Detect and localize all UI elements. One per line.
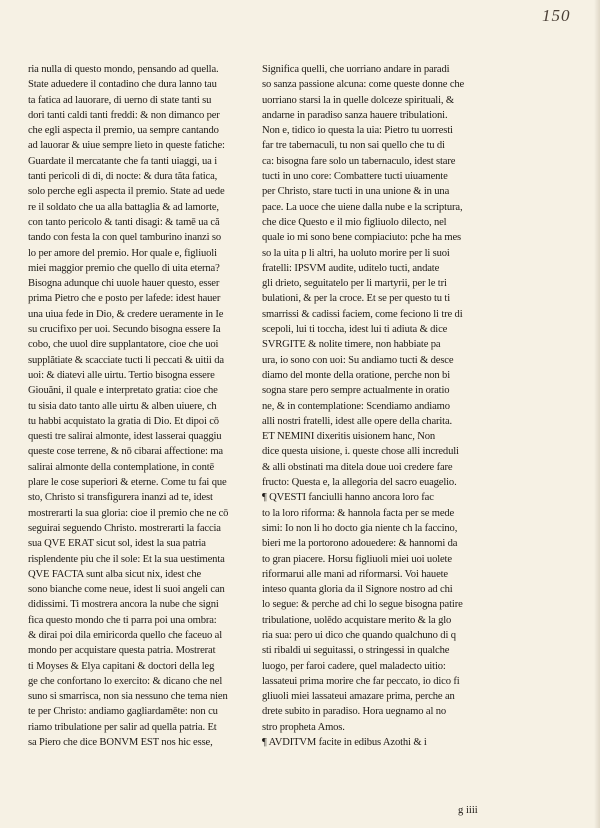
text-line: su crucifixo per uoi. Secundo bisogna essere Ia xyxy=(28,324,221,336)
text-line: ¶ AVDITVM facite in edibus Azothi & i xyxy=(262,737,427,749)
text-line: una uiua fede in Dio, & credere ueramente in Ie xyxy=(28,308,224,320)
text-line: fratelli: IPSVM audite, uditelo tucti, andate xyxy=(262,262,440,274)
text-line: QVE FACTA sunt alba sicut nix, idest che xyxy=(28,568,202,580)
text-line: sa Piero che dice BONVM EST nos hic esse, xyxy=(28,737,213,749)
text-line: ti Moyses & Elya capitani & doctori della leg xyxy=(28,660,215,672)
text-line: prima Pietro che e posto per lafede: idest hauer xyxy=(28,293,221,305)
text-line: riamo tribulatione per salir ad quella patria. Et xyxy=(28,721,217,733)
signature-mark: g iiii xyxy=(458,805,478,816)
text-line: suno si smarrisca, non sia nessuno che tema nien xyxy=(28,691,228,703)
text-line: SVRGITE & nolite timere, non habbiate pa xyxy=(262,339,441,351)
text-line: Significa quelli, che uorriano andare in paradi xyxy=(262,64,450,75)
text-line: alli nostri fratelli, idest alle opere della charita. xyxy=(262,415,453,427)
text-line: cobo, che uuol dire supplantatore, cioe che uoi xyxy=(28,339,219,351)
text-line: tanti pericoli di di, di nocte: & dura tăta fatica, xyxy=(28,171,218,183)
text-line: so la uita p li altri, ha uoluto morire per li suoi xyxy=(262,247,450,259)
text-line: che egli aspecta il premio, ua sempre cantando xyxy=(28,125,219,137)
folio-number: 150 xyxy=(542,6,571,25)
text-line: plare le cose superiori & eterne. Come tu fai que xyxy=(28,477,227,489)
right-text-column xyxy=(262,62,498,750)
text-line: ¶ QVESTI fanciulli hanno ancora loro fac xyxy=(262,492,434,504)
text-line: diamo del monte della oratione, perche non bi xyxy=(262,369,450,381)
text-line: simi: Io non li ho docto gia niente ch la faccino, xyxy=(262,522,458,534)
text-line: so sanza passione alcuna: come queste donne che xyxy=(262,79,465,91)
text-line: bulationi, & per la croce. Et se per questo tu ti xyxy=(262,293,450,305)
text-line: ne, & in contemplatione: Scendiamo andiamo xyxy=(262,400,450,412)
text-line: Guardate il mercatante che fa tanti uiaggi, ua i xyxy=(28,155,217,167)
text-line: sono bianche come neue, idest li suoi angeli can xyxy=(28,584,225,596)
text-line: riformarui alle mani ad riformarsi. Voi hauete xyxy=(262,568,448,580)
text-line: luogo, per faroi cadere, quel maladecto uitio: xyxy=(262,660,446,672)
text-line: far tre tabernaculi, tu non sai quello che tu di xyxy=(262,140,445,152)
text-line: ad lauorar & uiue sempre lieto in queste fatiche: xyxy=(28,140,225,152)
text-line: dice questa uisione, i. queste chose alli increduli xyxy=(262,446,459,458)
text-line: pace. La uoce che uiene dalla nube e la scriptura, xyxy=(262,201,463,213)
text-line: risplendente piu che il sole: Et la sua uestimenta xyxy=(28,553,225,565)
text-line: sti ribaldi ui seguitassi, o stringessi in qualche xyxy=(262,645,450,657)
text-line: uoi: & diatevi alle uirtu. Tertio bisogna essere xyxy=(28,369,215,381)
text-line: questi tre salirai almonte, idest lasserai quaggiu xyxy=(28,431,222,443)
text-line: per Christo, stare tucti in una unione & in una xyxy=(262,186,450,198)
text-line: quale io mi sono bene compiaciuto: pche ha mes xyxy=(262,232,462,244)
text-line: miei maggior premio che quello di uita eterna? xyxy=(28,262,220,274)
text-line: & dirai poi dila emiricorda quello che faceuo al xyxy=(28,629,222,641)
text-line: lo segue: & perche ad chi lo segue bisogna patire xyxy=(262,599,463,611)
text-line: con tanto pericolo & tanti disagi: & tamē ua că xyxy=(28,216,220,228)
text-line: bieri me la portorono adouedere: & hannomi da xyxy=(262,538,458,550)
left-text-column xyxy=(28,62,262,750)
text-line: & alli obstinati ma ditela doue uoi credere fare xyxy=(262,461,453,473)
text-line: ria sua: pero ui dico che quando qualchuno di q xyxy=(262,629,456,641)
text-line: mostrerarti la sua gloria: cioe il premio che ne cō xyxy=(28,507,229,519)
text-line: fica questo mondo che ti parra poi una ombra: xyxy=(28,614,217,626)
text-line: ta fatica ad lauorare, di uerno di state tanti su xyxy=(28,94,212,106)
text-line: supplătiate & scacciate tucti li peccati & uitii da xyxy=(28,354,224,366)
text-line: seguirai seguendo Christo. mostrerarti la faccia xyxy=(28,522,221,534)
text-line: uorriano starsi la in quelle dolceze spirituali, & xyxy=(262,94,454,106)
text-line: sto, Christo si transfigurera inanzi ad te, idest xyxy=(28,492,213,504)
text-line: drete subito in paradiso. Hora uegnamo al no xyxy=(262,706,447,718)
text-line: Bisogna adunque chi uuole hauer questo, esser xyxy=(28,278,220,290)
text-line: tucti in uno core: Combattere tucti uiuamente xyxy=(262,171,448,183)
text-line: sua QVE ERAT sicut sol, idest la sua patria xyxy=(28,538,206,550)
text-line: lassateui prima morire che far peccato, io dico fi xyxy=(262,675,460,687)
text-line: Giouăni, il quale e interpretato gratia: cioe che xyxy=(28,385,218,397)
text-line: ria nulla di questo mondo, pensando ad quella. xyxy=(28,64,219,75)
text-line: ET NEMINI dixeritis uisionem hanc, Non xyxy=(262,431,435,443)
text-line: tribulatione, uolēdo acquistare merito & la glo xyxy=(262,614,452,626)
text-line: to la loro riforma: & hannola facta per se mede xyxy=(262,507,455,519)
text-line: andarne in paradiso sanza hauere tribulationi. xyxy=(262,109,448,121)
text-line: gli drieto, seguitatelo per li martyrii, per le tri xyxy=(262,278,447,290)
text-line: ge che confortano lo exercito: & dicano che nel xyxy=(28,675,223,687)
text-line: re il soldato che ua alla battaglia & ad lamorte, xyxy=(28,201,219,213)
text-line: fructo: Questa e, la allegoria del sacro euagelio. xyxy=(262,477,457,489)
text-line: queste cose terrene, & nō cibarai affectione: ma xyxy=(28,446,223,458)
text-line: tu habbi acquistato la gratia di Dio. Et dipoi cō xyxy=(28,415,219,427)
text-line: Non e, tidico io questa la uia: Pietro tu uorresti xyxy=(262,125,453,137)
text-line: lo per amore del premio. Hor quale e, figliuoli xyxy=(28,247,217,259)
text-line: gliuoli miei lassateui amazare prima, perche an xyxy=(262,691,455,703)
text-line: dori tanti caldi tanti freddi: & non dimanco per xyxy=(28,109,220,121)
page-edge-shadow xyxy=(594,0,600,828)
text-line: stro propheta Amos. xyxy=(262,721,345,733)
text-line: State aduedere il contadino che dura lanno tau xyxy=(28,79,217,91)
text-line: ura, io sono con uoi: Su andiamo tucti & desce xyxy=(262,354,454,366)
text-line: didissimi. Ti mostrera ancora la nube che signi xyxy=(28,599,219,611)
text-line: mondo per acquistare questa patria. Mostrerat xyxy=(28,645,216,657)
text-line: inteso quanta gloria da il Signore nostro ad chi xyxy=(262,584,453,596)
text-line: ca: bisogna fare solo un tabernaculo, idest stare xyxy=(262,155,456,167)
text-line: salirai almonte della contemplatione, in contē xyxy=(28,461,215,473)
text-line: scepoli, lui ti toccha, idest lui ti adiuta & dice xyxy=(262,324,448,336)
text-line: te per Christo: andiamo gagliardamēte: non cu xyxy=(28,706,218,718)
text-line: sogna stare pero sempre actualmente in oratio xyxy=(262,385,450,397)
text-line: to gran piacere. Horsu figliuoli miei uoi uolete xyxy=(262,553,452,565)
text-line: tu sisia dato tanto alle uirtu & alben uiuere, ch xyxy=(28,400,217,412)
text-line: solo perche egli aspecta il premio. State ad uede xyxy=(28,186,225,198)
text-line: che dice Questo e il mio figliuolo dilecto, nel xyxy=(262,216,447,228)
text-line: smarrissi & cadissi faciem, come feciono li tre di xyxy=(262,308,463,320)
text-line: tando con festa la con quel tamburino inanzi so xyxy=(28,232,221,244)
